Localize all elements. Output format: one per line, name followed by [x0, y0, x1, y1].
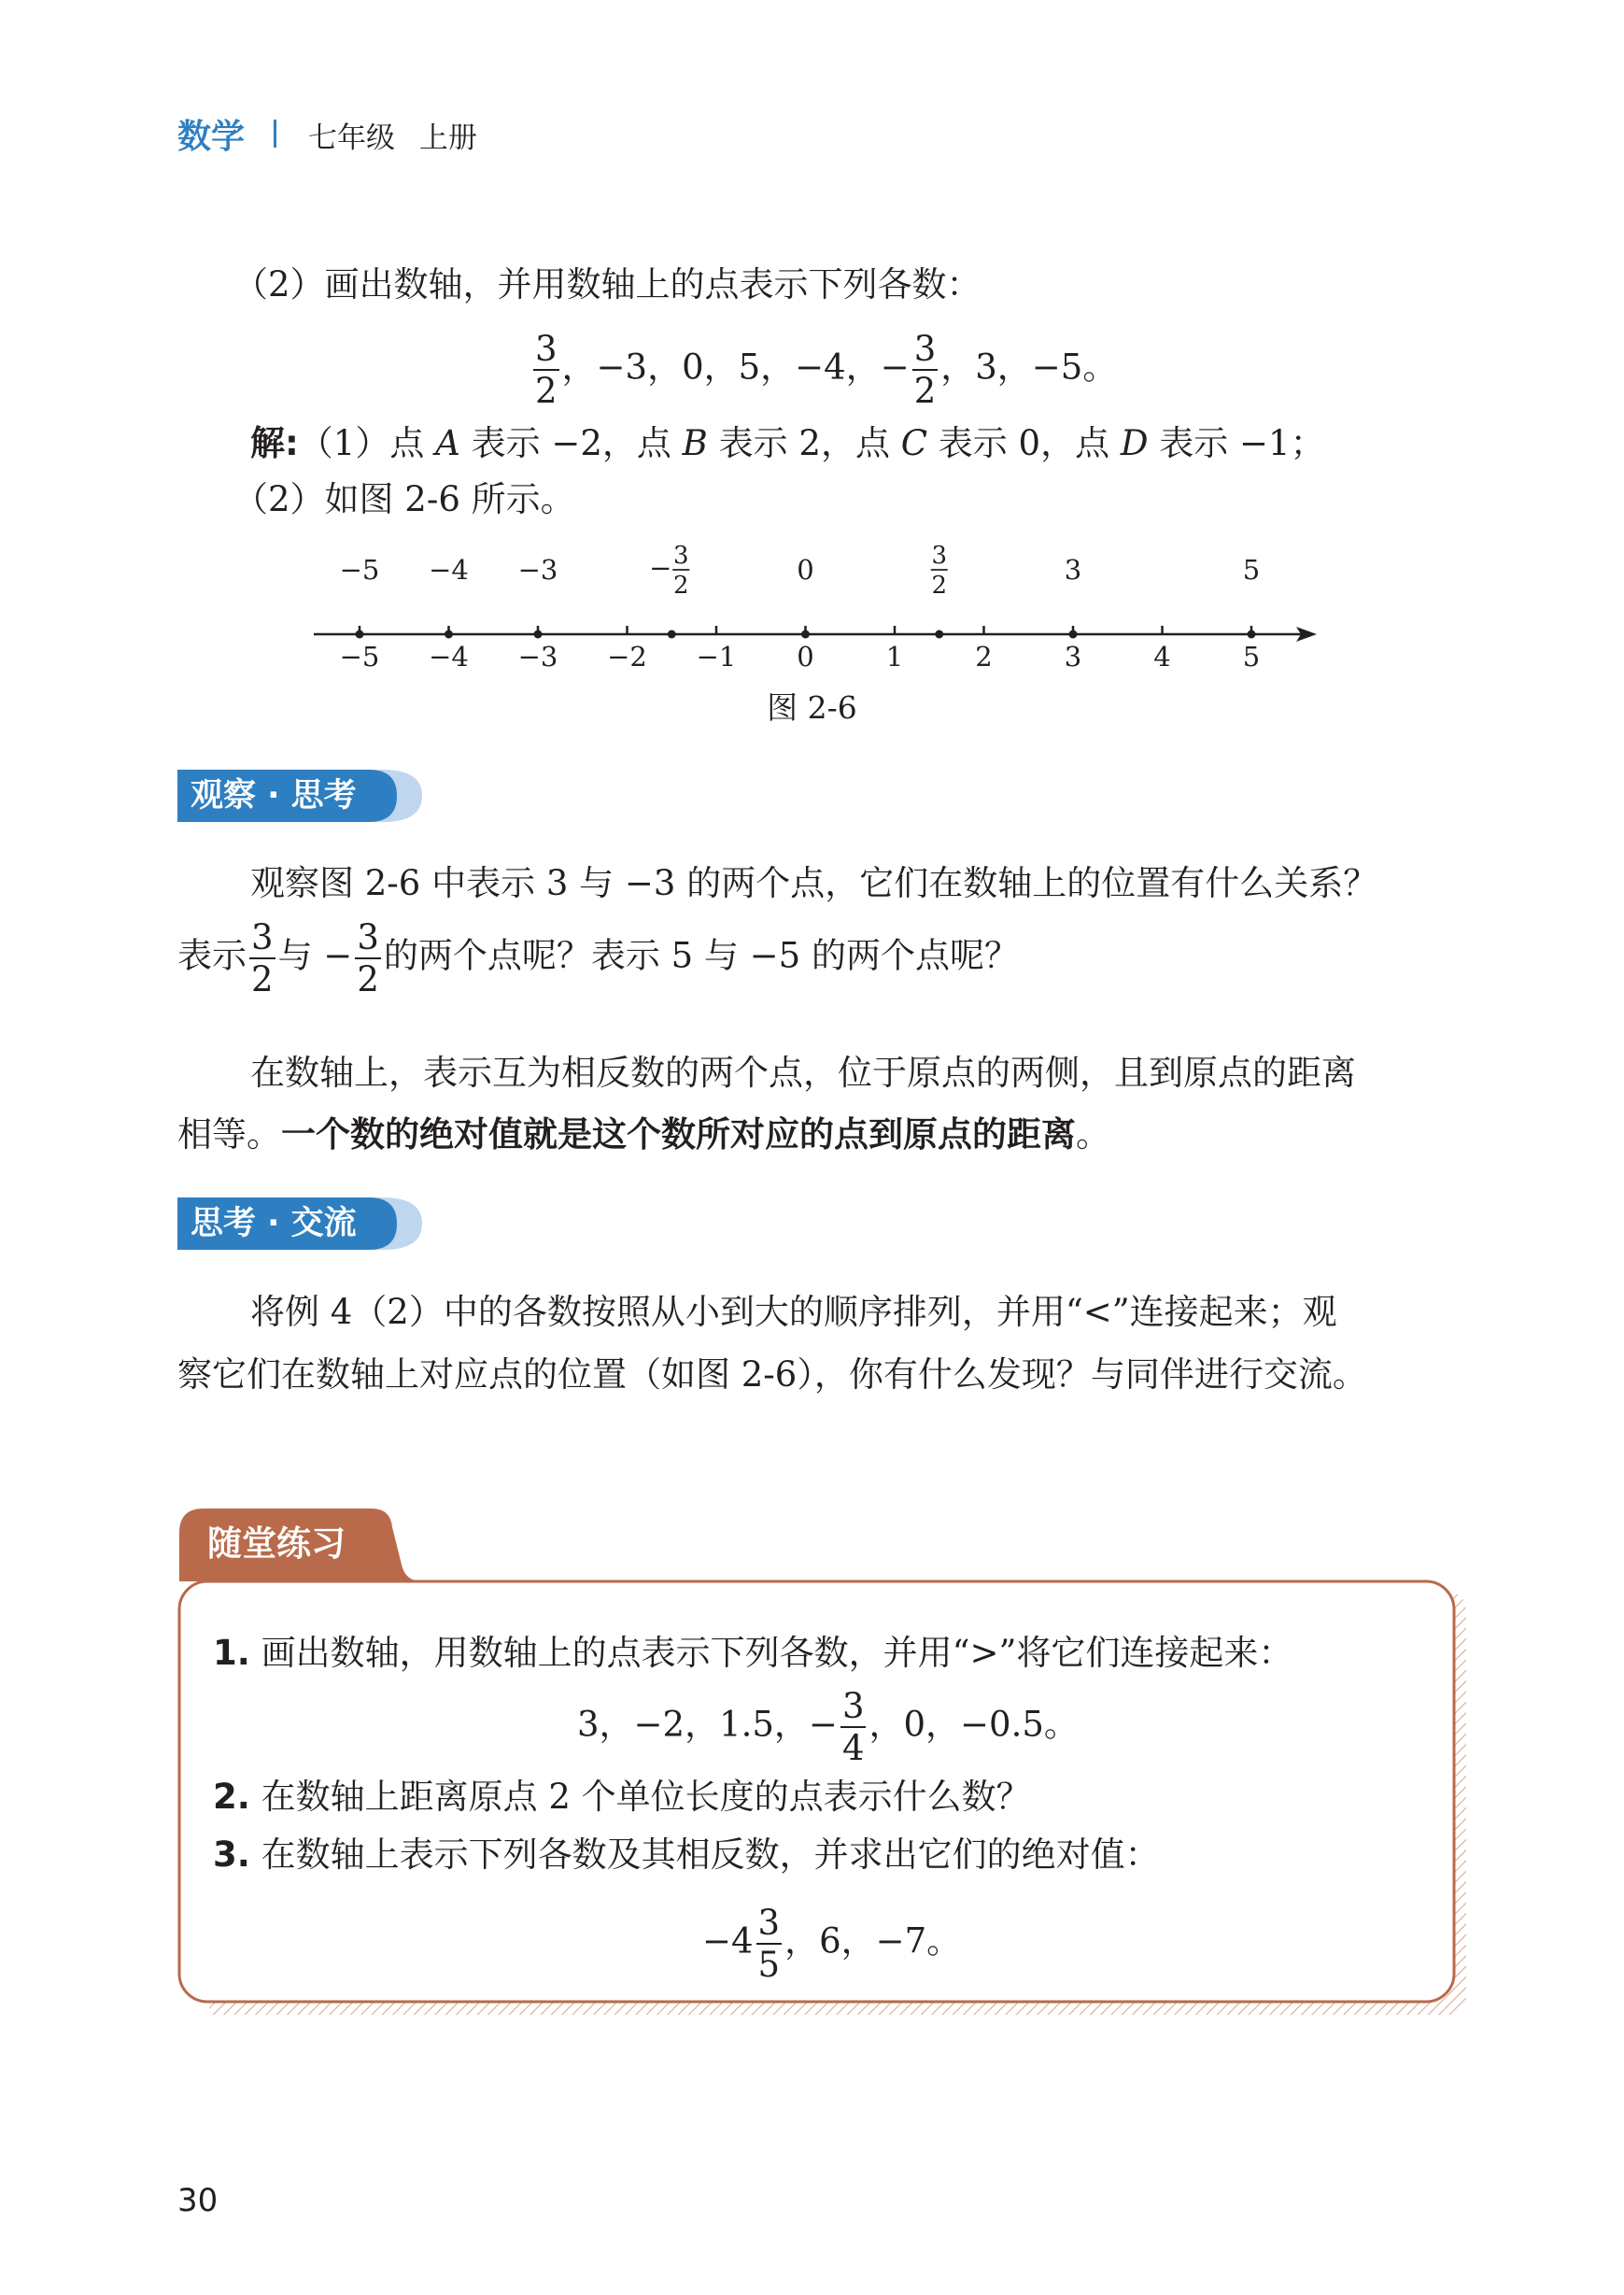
axis-tick-label: 5 [1242, 641, 1261, 673]
header-divider [274, 120, 276, 148]
observe-tag [177, 770, 425, 822]
axis-tick-label: 0 [797, 641, 814, 673]
axis-tick-label: 4 [1153, 641, 1171, 673]
problem-2-text: 画出数轴，并用数轴上的点表示下列各数： [324, 264, 981, 305]
think-tag [177, 1197, 425, 1250]
fraction: $\frac{3}{2}$ [535, 329, 558, 411]
exercise-q3-numbers: −4 $\frac{3}{5}$ ，6，−7。 [702, 1903, 962, 1985]
axis-tick-label: −3 [517, 641, 558, 673]
figure-caption: 图 2-6 [767, 689, 857, 726]
solution-line-1: 解:（1）点 A 表示 −2，点 B 表示 2，点 C 表示 0，点 D 表示 −1； [250, 423, 1325, 463]
observe-line-2: 表示 $\frac{3}{2}$ 与 − $\frac{3}{2}$ 的两个点呢？表示 5 与 −5 的两个点呢？ [177, 917, 1019, 999]
point-marker [356, 630, 364, 639]
exercise-title: 随堂练习 [207, 1523, 346, 1564]
think-tag-label: 思考 · 交流 [191, 1205, 357, 1242]
axis-tick-label: −5 [339, 641, 380, 673]
exercise-q2: 2. 在数轴上距离原点 2 个单位长度的点表示什么数？ [213, 1777, 1031, 1817]
conclusion-line-2: 相等。一个数的绝对值就是这个数所对应的点到原点的距离。 [177, 1114, 1110, 1155]
point-marker [668, 630, 676, 639]
axis-tick-label: 1 [885, 641, 904, 673]
axis-tick-label: 2 [975, 641, 993, 673]
page-number: 30 [177, 2182, 219, 2219]
point-label: 5 [1242, 554, 1261, 586]
key-statement: 一个数的绝对值就是这个数所对应的点到原点的距离 [281, 1114, 1076, 1155]
axis-tick-label: −1 [696, 641, 737, 673]
think-line-2: 察它们在数轴上对应点的位置（如图 2-6），你有什么发现？与同伴进行交流。 [177, 1354, 1367, 1395]
fraction: $\frac{3}{5}$ [757, 1903, 781, 1985]
exercise-q1: 1. 画出数轴，用数轴上的点表示下列各数，并用“>”将它们连接起来： [213, 1633, 1293, 1673]
axis-tick-label: 3 [1064, 641, 1082, 673]
exercise-q3: 3. 在数轴上表示下列各数及其相反数，并求出它们的绝对值： [213, 1835, 1160, 1875]
point-marker [1069, 630, 1078, 639]
point-label-sign: − [649, 552, 672, 584]
point-marker [534, 630, 543, 639]
solution-label: 解: [250, 423, 299, 463]
fraction: $\frac{3}{2}$ [913, 329, 937, 411]
point-marker [801, 630, 810, 639]
point-label-denominator: 2 [931, 572, 948, 600]
fraction: $\frac{3}{2}$ [251, 917, 274, 999]
axis-tick-label: −4 [429, 641, 469, 673]
header-subject: 数学 [177, 118, 246, 156]
solution-line-2: （2）如图 2-6 所示。 [233, 479, 575, 519]
point-marker [445, 630, 453, 639]
point-label-denominator: 2 [672, 572, 689, 600]
point-marker [1248, 630, 1256, 639]
axis-tick-label: −2 [607, 641, 647, 673]
conclusion-line-1: 在数轴上，表示互为相反数的两个点，位于原点的两侧，且到原点的距离 [250, 1053, 1356, 1093]
point-label: −4 [429, 554, 469, 586]
point-marker [935, 630, 943, 639]
fraction: $\frac{3}{2}$ [357, 917, 379, 999]
problem-2-numbers: $\frac{3}{2}$ ，−3，0，5，−4，− $\frac{3}{2}$ ，3，−5。 [535, 329, 1118, 411]
problem-2-label: （2） [233, 264, 325, 305]
problem-2 [233, 262, 981, 307]
point-label: −3 [517, 554, 558, 586]
observe-tag-label: 观察 · 思考 [191, 777, 357, 815]
think-line-1: 将例 4（2）中的各数按照从小到大的顺序排列，并用“<”连接起来；观 [250, 1292, 1337, 1332]
observe-line-1: 观察图 2-6 中表示 3 与 −3 的两个点，它们在数轴上的位置有什么关系？ [250, 863, 1378, 903]
point-label: 0 [797, 554, 814, 586]
header-book: 七年级 上册 [308, 121, 477, 155]
point-label-numerator: 3 [672, 542, 689, 570]
point-label: 3 [1064, 554, 1082, 586]
point-label: −5 [339, 554, 380, 586]
point-label-numerator: 3 [931, 542, 948, 570]
fraction: $\frac{3}{4}$ [841, 1686, 865, 1768]
exercise-q1-numbers: 3，−2，1.5，− $\frac{3}{4}$ ，0，−0.5。 [577, 1686, 1079, 1768]
